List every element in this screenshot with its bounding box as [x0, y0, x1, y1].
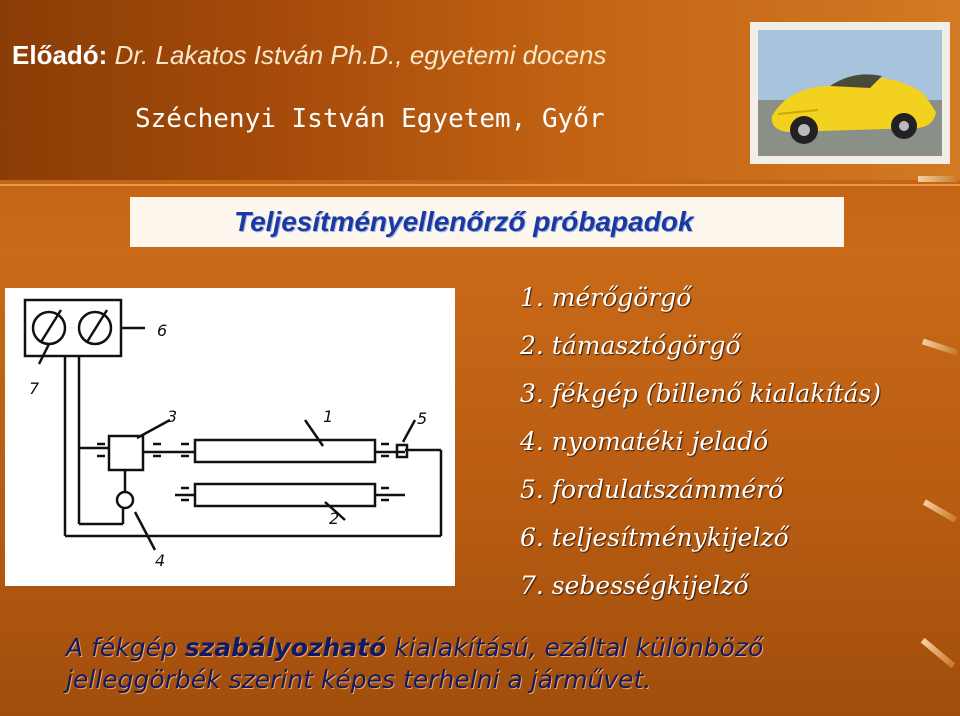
summary-emphasis: szabályozható	[184, 633, 387, 662]
dynamometer-schematic	[5, 288, 455, 586]
test-bench-diagram	[5, 288, 455, 586]
legend-item: 2. támasztógörgő	[520, 331, 741, 360]
summary-line-1	[66, 632, 946, 664]
diagram-label-2: 2	[329, 509, 340, 528]
legend-item: 7. sebességkijelző	[520, 571, 749, 600]
diagram-label-5: 5	[417, 409, 428, 428]
university-name: Széchenyi István Egyetem, Győr	[135, 104, 605, 134]
legend-item: 1. mérőgörgő	[520, 283, 692, 312]
diagram-label-3: 3	[167, 407, 178, 426]
diagram-label-4: 4	[155, 551, 166, 570]
presenter-line	[12, 40, 606, 71]
summary-part-a: A fékgép	[66, 633, 185, 662]
diagram-label-6: 6	[157, 321, 168, 340]
header-divider	[0, 184, 960, 186]
summary-line-2: jelleggörbék szerint képes terhelni a járművet.	[66, 665, 652, 694]
slide-title: Teljesítményellenőrző próbapadok	[130, 197, 844, 247]
legend-item: 3. fékgép (billenő kialakítás)	[520, 379, 882, 408]
decorative-stroke	[918, 176, 958, 182]
decorative-stroke	[923, 499, 957, 522]
diagram-label-1: 1	[323, 407, 334, 426]
presenter-label: Előadó:	[12, 40, 108, 70]
presenter-name: Dr. Lakatos István Ph.D., egyetemi docens	[114, 40, 607, 70]
component-legend	[520, 280, 881, 616]
legend-item: 6. teljesítménykijelző	[520, 523, 789, 552]
summary-text	[66, 632, 946, 696]
car-photo	[750, 22, 950, 164]
legend-item: 5. fordulatszámmérő	[520, 475, 784, 504]
diagram-label-7: 7	[29, 379, 40, 398]
yellow-sports-car-photo-icon	[758, 30, 942, 156]
decorative-stroke	[922, 339, 958, 356]
legend-item: 4. nyomatéki jeladó	[520, 427, 769, 456]
summary-part-c: kialakítású, ezáltal különböző	[386, 633, 764, 662]
